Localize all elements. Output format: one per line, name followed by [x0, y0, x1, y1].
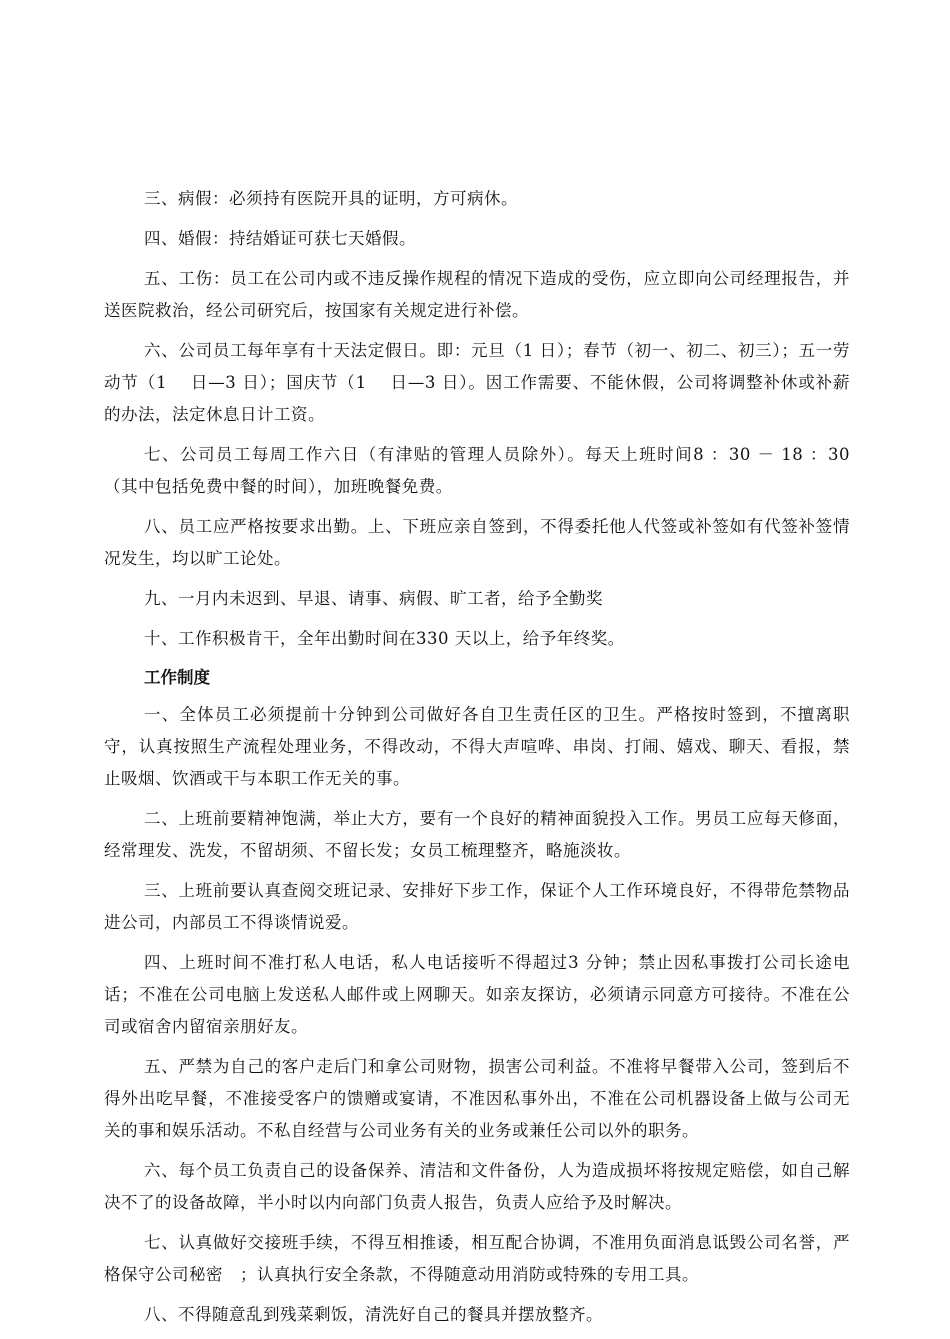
leave-item-attendance: 八、员工应严格按要求出勤。上、下班应亲自签到，不得委托他人代签或补签如有代签补签情况发生，均以旷工论处。 [104, 517, 850, 568]
leave-item-holidays: 六、公司员工每年享有十天法定假日。即：元旦（1 日）；春节（初一、初二、初三）；五一劳动节（1 日—3 日）；国庆节（1 日—3 日）。因工作需要、不能休假，公司将调整补休或补薪的办法，法定休息日计工资。 [104, 341, 850, 424]
work-rule-item: 五、严禁为自己的客户走后门和拿公司财物，损害公司利益。不准将早餐带入公司，签到后不得外出吃早餐，不准接受客户的馈赠或宴请，不准因私事外出，不准在公司机器设备上做与公司无关的事和娱乐活动。不私自经营与公司业务有关的业务或兼任公司以外的职务。 [104, 1057, 850, 1140]
leave-item-year-end-bonus: 十、工作积极肯干，全年出勤时间在330 天以上，给予年终奖。 [144, 629, 625, 648]
work-rule-item: 三、上班前要认真查阅交班记录、安排好下步工作，保证个人工作环境良好，不得带危禁物品进公司，内部员工不得谈情说爱。 [104, 881, 850, 932]
work-rule-item: 一、全体员工必须提前十分钟到公司做好各自卫生责任区的卫生。严格按时签到，不擅离职守，认真按照生产流程处理业务，不得改动，不得大声喧哗、串岗、打闹、嬉戏、聊天、看报，禁止吸烟、饮酒或干与本职工作无关的事。 [104, 705, 850, 788]
section-heading-work-rules: 工作制度 [144, 668, 210, 687]
leave-item-full-attendance-bonus: 九、一月内未迟到、早退、请事、病假、旷工者，给予全勤奖 [144, 589, 603, 608]
work-rule-item: 八、不得随意乱到残菜剩饭，清洗好自己的餐具并摆放整齐。 [144, 1305, 603, 1324]
leave-item-injury: 五、工伤：员工在公司内或不违反操作规程的情况下造成的受伤，应立即向公司经理报告，并送医院救治，经公司研究后，按国家有关规定进行补偿。 [104, 269, 850, 320]
work-rule-item: 二、上班前要精神饱满，举止大方，要有一个良好的精神面貌投入工作。男员工应每天修面，经常理发、洗发，不留胡须、不留长发；女员工梳理整齐，略施淡妆。 [104, 809, 850, 860]
work-rule-item: 七、认真做好交接班手续，不得互相推诿，相互配合协调，不准用负面消息诋毁公司名誉，严格保守公司秘密 ；认真执行安全条款，不得随意动用消防或特殊的专用工具。 [104, 1233, 850, 1284]
leave-item-work-hours: 七、公司员工每周工作六日（有津贴的管理人员除外）。每天上班时间8 ：30 － 18 ：30 （其中包括免费中餐的时间），加班晚餐免费。 [104, 445, 850, 496]
leave-item-marriage: 四、婚假：持结婚证可获七天婚假。 [144, 229, 416, 248]
work-rule-item: 四、上班时间不准打私人电话，私人电话接听不得超过3 分钟；禁止因私事拨打公司长途电话；不准在公司电脑上发送私人邮件或上网聊天。如亲友探访，必须请示同意方可接待。不准在公司或宿舍内留宿亲朋好友。 [104, 953, 850, 1036]
document-body [104, 183, 850, 1339]
work-rule-item: 六、每个员工负责自己的设备保养、清洁和文件备份，人为造成损坏将按规定赔偿，如自己解决不了的设备故障，半小时以内向部门负责人报告，负责人应给予及时解决。 [104, 1161, 850, 1212]
leave-item-sick: 三、病假：必须持有医院开具的证明，方可病休。 [144, 189, 518, 208]
